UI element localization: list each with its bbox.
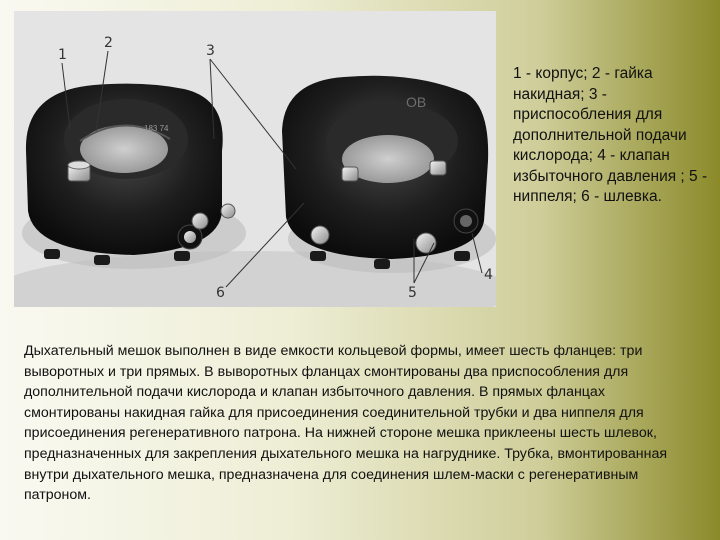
callout-6: 6	[216, 285, 225, 301]
callout-1: 1	[58, 47, 67, 63]
stamp-right: ОВ	[406, 94, 427, 110]
left-bag-union-nut	[68, 161, 90, 181]
breathing-bag-illustration	[14, 11, 496, 307]
stamp-left: 183 74	[144, 124, 169, 133]
right-bag	[282, 76, 496, 273]
description-text: Дыхательный мешок выполнен в виде емкости кольцевой формы, имеет шесть фланцев: три выворотных и три прямых. В выворотных фланцах смонтированы два приспособления для дополнительной подачи кислорода и клапан избыточного давления. В прямых фланцах смонтированы накидная гайка для присоединения соединительной трубки и два ниппеля для присоединения регенеративного патрона. На нижней стороне мешка приклеены шесть шлевок, предназначенных для закрепления дыхательного мешка на нагруднике. Трубка, вмонтированная внутри дыхательного мешка, предназначена для соединения шлем-маски с регенеративным патроном.	[24, 343, 668, 504]
callout-5: 5	[408, 285, 417, 301]
callout-4: 4	[484, 267, 493, 283]
component-legend: 1 - корпус; 2 - гайка накидная; 3 - приспособления для дополнительной подачи кислорода; 4 - клапан избыточного давления ; 5 - ниппеля; 6 - шлевка.	[513, 65, 708, 205]
callout-2: 2	[104, 35, 113, 51]
breathing-bag-photo	[14, 11, 496, 307]
callout-3: 3	[206, 43, 215, 59]
